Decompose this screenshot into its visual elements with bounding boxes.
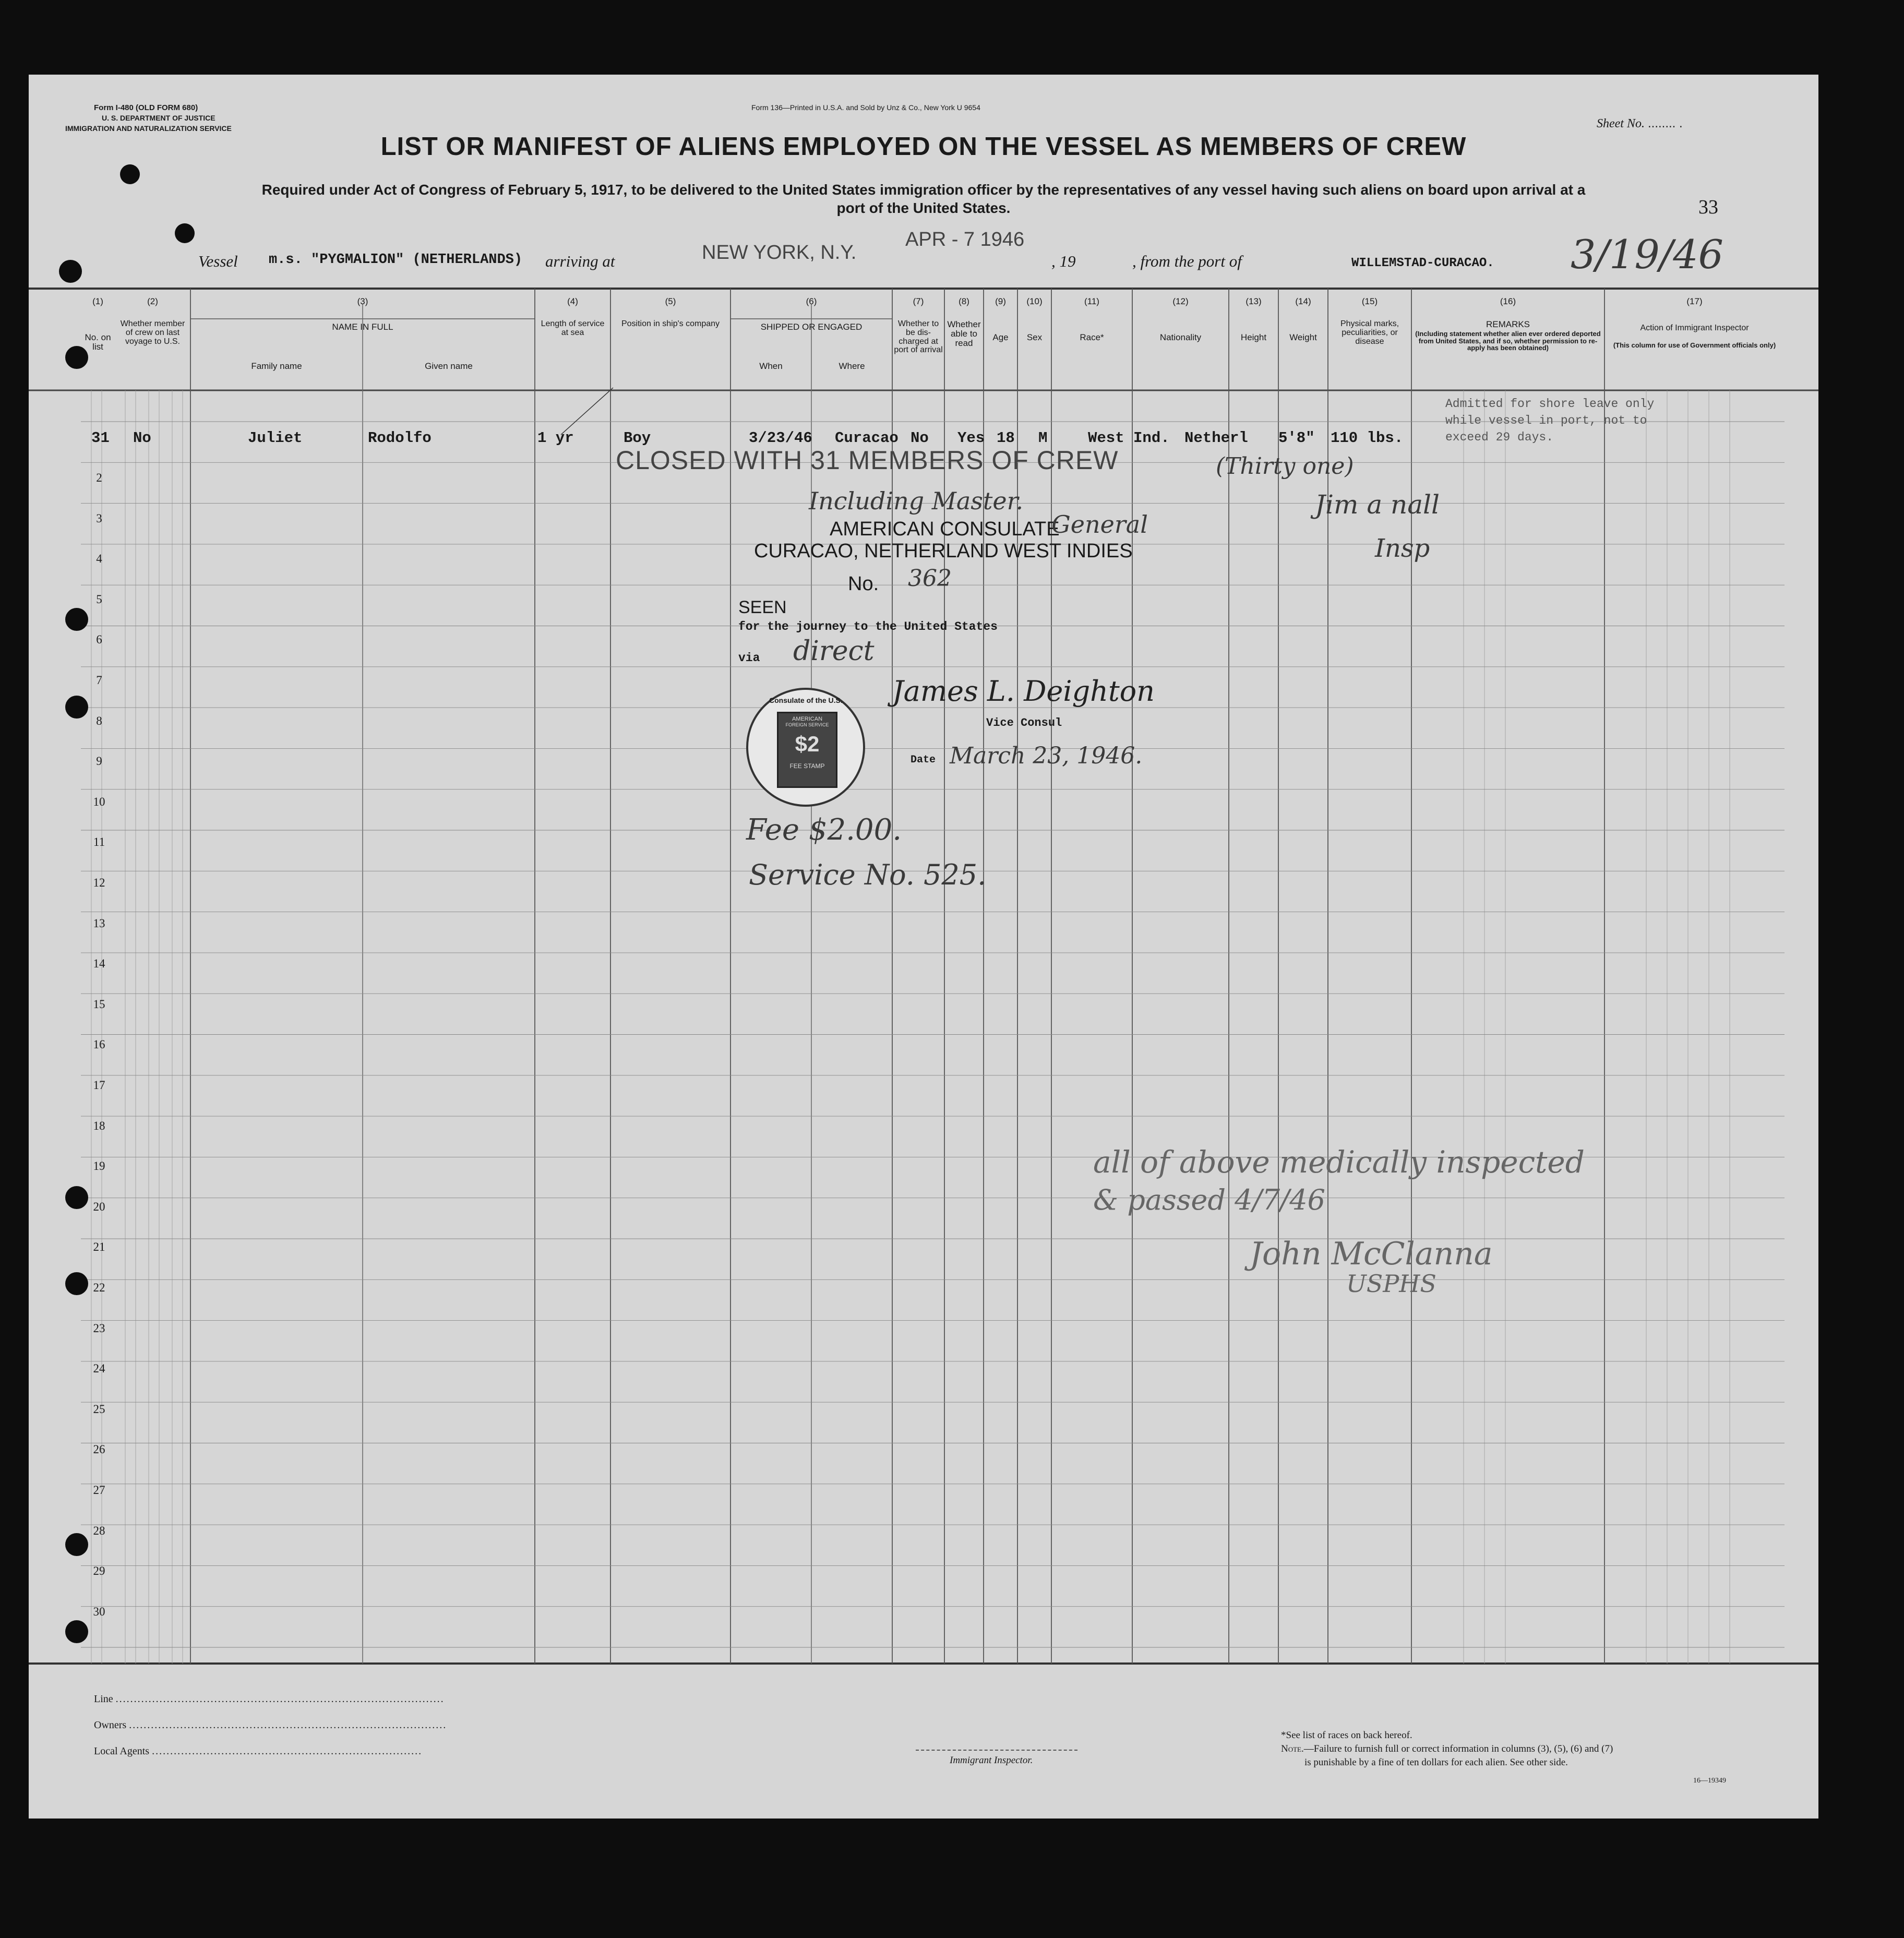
note-label: Note. <box>1281 1743 1304 1754</box>
column-number: (13) <box>1246 296 1262 306</box>
column-number: (2) <box>147 296 158 306</box>
sex: M <box>1038 429 1048 447</box>
column-number: (5) <box>665 296 676 306</box>
discharged: No <box>911 429 929 447</box>
vessel-name: m.s. "PYGMALION" (NETHERLANDS) <box>269 252 523 268</box>
printer-line: Form 136—Printed in U.S.A. and Sold by Unz & Co., New York U 9654 <box>751 103 980 112</box>
row-number: 22 <box>93 1281 105 1294</box>
nationality: Netherl <box>1184 429 1248 447</box>
form-title: LIST OR MANIFEST OF ALIENS EMPLOYED ON THE VESSEL AS MEMBERS OF CREW <box>380 133 1467 161</box>
column-label: REMARKS <box>1486 319 1530 329</box>
column-number: (8) <box>959 296 969 306</box>
punch-hole <box>65 1620 88 1643</box>
column-note: (Including statement whether alien ever ordered deported from United States, and if so, whether permission to re-apply has been obtained) <box>1415 330 1601 352</box>
via-value: direct <box>793 636 875 667</box>
form-subtitle: Required under Act of Congress of February 5, 1917, to be delivered to the United States immigration officer by the representatives of any vessel having such aliens on board upon arrival at a <box>261 182 1586 198</box>
inspector-title: Insp <box>1375 534 1430 563</box>
column-label: Whether to be dis-charged at port of arrival <box>894 319 943 355</box>
position: Boy <box>624 429 651 447</box>
via-label: via <box>738 651 760 665</box>
column-label: Age <box>992 332 1009 342</box>
form-number: Form I-480 (OLD FORM 680) <box>94 103 198 112</box>
row-number: 6 <box>96 633 102 647</box>
row-number: 18 <box>93 1119 105 1132</box>
service: IMMIGRATION AND NATURALIZATION SERVICE <box>65 124 232 133</box>
closed-handwritten: (Thirty one) <box>1216 453 1354 480</box>
service-number: Service No. 525. <box>749 858 987 891</box>
arriving-label: arriving at <box>545 252 615 270</box>
row-number: 30 <box>93 1605 105 1618</box>
weight: 110 lbs. <box>1331 429 1404 447</box>
column-number: (11) <box>1084 296 1099 306</box>
column-number: (7) <box>913 296 924 306</box>
row-number: 24 <box>93 1362 105 1375</box>
column-label: Height <box>1240 332 1267 342</box>
row-number: 29 <box>93 1564 105 1578</box>
date-stamp: APR - 7 1946 <box>905 229 1025 250</box>
remarks-line: while vessel in port, not to <box>1445 414 1647 427</box>
column-number: (6) <box>806 296 817 306</box>
member-last-voyage: No <box>133 429 151 447</box>
list-no: 31 <box>91 429 110 447</box>
footer-note-2: is punishable by a fine of ten dollars for each alien. See other side. <box>1304 1757 1568 1768</box>
column-label: Action of Immigrant Inspector <box>1640 324 1749 332</box>
row-number: 27 <box>93 1484 105 1497</box>
date-label: Date <box>911 754 936 766</box>
closed-stamp: CLOSED WITH 31 MEMBERS OF CREW <box>616 446 1119 475</box>
medical-passed: & passed 4/7/46 <box>1093 1183 1325 1216</box>
seal-value: $2 <box>795 731 820 756</box>
year-label: , 19 <box>1051 252 1076 270</box>
remarks-line: exceed 29 days. <box>1445 430 1554 444</box>
seal-line: FOREIGN SERVICE <box>785 722 829 727</box>
column-sublabel: Family name <box>251 361 302 371</box>
fee-stamp-seal <box>746 688 865 807</box>
seal-center <box>777 712 837 788</box>
vice-consul-signature: James L. Deighton <box>892 675 1155 708</box>
row-number: 3 <box>96 511 102 525</box>
column-label: Position in ship's company <box>621 319 720 328</box>
column-label: Length of service at sea <box>541 319 605 337</box>
row-number: 10 <box>93 795 105 808</box>
medical-note: all of above medically inspected <box>1093 1144 1585 1180</box>
row-number: 7 <box>96 674 102 687</box>
column-label: Weight <box>1289 332 1317 342</box>
footer-line: Line .......................................................................................... <box>94 1693 445 1705</box>
row-number: 17 <box>93 1079 105 1092</box>
form-subtitle-2: port of the United States. <box>836 200 1011 216</box>
seal-line: FEE STAMP <box>789 762 825 770</box>
seal-top-text: Consulate of the U.S. <box>769 696 843 704</box>
from-label: , from the port of <box>1132 252 1242 270</box>
inspector-signature: Jim a nall <box>1315 489 1440 520</box>
from-port: WILLEMSTAD-CURACAO. <box>1351 256 1494 270</box>
column-label: Sex <box>1026 332 1043 342</box>
punch-hole <box>175 223 195 243</box>
race: West Ind. <box>1088 429 1170 447</box>
remarks-line: Admitted for shore leave only <box>1445 397 1655 411</box>
row-number: 2 <box>96 471 102 484</box>
page-number: 33 <box>1698 196 1718 218</box>
seal-line: AMERICAN <box>792 716 823 722</box>
age: 18 <box>997 429 1015 447</box>
column-number: (12) <box>1172 296 1189 306</box>
column-number: (14) <box>1295 296 1311 306</box>
row-number: 8 <box>96 714 102 727</box>
consulate-location: CURACAO, NETHERLAND WEST INDIES <box>754 540 1133 562</box>
able-to-read: Yes <box>957 429 985 447</box>
length-service: 1 yr <box>537 429 574 447</box>
sheet-label: Sheet No. ........ . <box>1597 116 1683 130</box>
column-number: (9) <box>995 296 1006 306</box>
seen-label: SEEN <box>738 597 787 617</box>
row-number: 20 <box>93 1200 105 1213</box>
number-value: 362 <box>908 565 952 592</box>
given-name: Rodolfo <box>368 429 432 447</box>
department: U. S. DEPARTMENT OF JUSTICE <box>102 114 215 122</box>
column-sublabel: Where <box>839 361 865 371</box>
agents-label: Local Agents <box>94 1745 150 1757</box>
inspector-line <box>916 1750 1077 1751</box>
column-label: Physical marks, peculiarities, or disease <box>1340 319 1399 346</box>
row-number: 16 <box>93 1038 105 1051</box>
fee-note: Fee $2.00. <box>746 813 902 847</box>
medical-title: USPHS <box>1346 1270 1436 1298</box>
line-label: Line <box>94 1693 113 1705</box>
column-sublabel: When <box>759 361 783 371</box>
inspector-label: Immigrant Inspector. <box>950 1755 1033 1766</box>
handwritten-date: 3/19/46 <box>1571 231 1723 278</box>
races-note: *See list of races on back hereof. <box>1281 1730 1412 1741</box>
column-label: No. on list <box>85 332 111 352</box>
column-number: (15) <box>1361 296 1378 306</box>
number-label: No. <box>848 573 879 595</box>
row-number: 19 <box>93 1159 105 1173</box>
row-number: 9 <box>96 755 102 768</box>
column-label: NAME IN FULL <box>332 322 393 332</box>
footer-owners: Owners ....................................................................................... <box>94 1719 447 1731</box>
column-sublabel: Given name <box>425 361 473 371</box>
consulate-handwritten: General <box>1051 510 1148 539</box>
port-stamp: NEW YORK, N.Y. <box>702 242 857 264</box>
manifest-sheet <box>29 75 1818 1819</box>
column-label: Nationality <box>1159 332 1202 342</box>
column-number: (4) <box>567 296 578 306</box>
row-number: 4 <box>96 552 102 566</box>
footer-agents: Local Agents .......................................................................... <box>94 1745 423 1757</box>
row-number: 5 <box>96 592 102 606</box>
height: 5'8" <box>1278 429 1315 447</box>
row-number: 23 <box>93 1321 105 1335</box>
family-name: Juliet <box>248 429 303 447</box>
including-master: Including Master. <box>809 487 1024 515</box>
column-label: Race* <box>1080 332 1104 342</box>
row-number: 26 <box>93 1443 105 1456</box>
row-number: 14 <box>93 957 105 971</box>
medical-signature: John McClanna <box>1250 1236 1493 1272</box>
footer-note <box>1281 1743 1613 1755</box>
column-number: (3) <box>357 296 368 306</box>
punch-hole <box>59 260 82 283</box>
shipped-when: 3/23/46 <box>749 429 812 447</box>
note-text: —Failure to furnish full or correct information in columns (3), (5), (6) and (7) <box>1303 1743 1613 1754</box>
row-number: 25 <box>93 1402 105 1416</box>
grid-line <box>561 388 613 435</box>
consulate-stamp: AMERICAN CONSULATE <box>830 518 1060 540</box>
remarks <box>1445 396 1654 446</box>
row-number: 13 <box>93 916 105 930</box>
row-number: 21 <box>93 1240 105 1254</box>
shipped-where: Curacao <box>835 429 899 447</box>
form-code: 16—19349 <box>1693 1777 1726 1785</box>
column-label: Whether member of crew on last voyage to U.S. <box>120 319 185 346</box>
column-label: Whether able to read <box>947 319 981 348</box>
row-number: 11 <box>93 835 105 849</box>
vessel-label: Vessel <box>198 252 238 270</box>
owners-label: Owners <box>94 1719 127 1731</box>
row-number: 12 <box>93 876 105 889</box>
column-note: (This column for use of Government officials only) <box>1613 341 1776 349</box>
column-number: (10) <box>1026 296 1043 306</box>
punch-hole <box>65 608 88 631</box>
column-number: (1) <box>92 296 103 306</box>
column-label: SHIPPED OR ENGAGED <box>760 322 863 332</box>
row-number: 28 <box>93 1524 105 1537</box>
row-number: 15 <box>93 997 105 1011</box>
column-number: (17) <box>1686 296 1703 306</box>
sheet-number-label: Sheet No. <box>1597 117 1645 130</box>
vice-consul-label: Vice Consul <box>986 716 1062 729</box>
column-number: (16) <box>1500 296 1516 306</box>
journey-text: for the journey to the United States <box>738 620 998 633</box>
date-value: March 23, 1946. <box>950 743 1143 769</box>
